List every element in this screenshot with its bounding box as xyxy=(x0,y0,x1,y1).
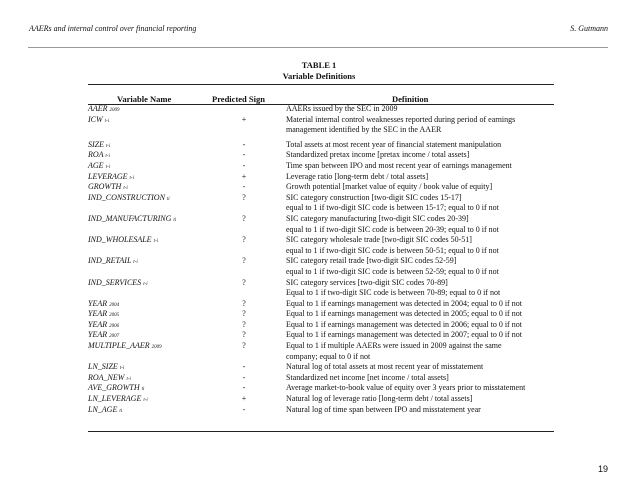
variable-name xyxy=(88,193,170,206)
variable-name-text: MULTIPLE_AAER xyxy=(88,341,150,351)
definition-line: SIC category services [two-digit SIC codes 70-89] xyxy=(286,277,448,287)
variable-subscript: t-i xyxy=(105,154,110,160)
definition xyxy=(286,299,554,310)
column-header-definition: Definition xyxy=(392,94,429,104)
variable-name-text: LN_LEVERAGE xyxy=(88,394,142,404)
table-row xyxy=(88,115,554,136)
variable-name-text: IND_RETAIL xyxy=(88,256,132,266)
table-subtitle: Variable Definitions xyxy=(282,71,356,81)
table-title: TABLE 1 xyxy=(301,60,337,70)
definition-line: Growth potential [market value of equity / book value of equity] xyxy=(286,182,493,192)
definition xyxy=(286,341,554,362)
definition xyxy=(286,320,554,331)
predicted-sign: ? xyxy=(242,319,246,329)
predicted-sign: + xyxy=(241,171,247,181)
table-row xyxy=(88,193,554,214)
predicted-sign: ? xyxy=(242,341,246,351)
variable-name-text: IND_WHOLESALE xyxy=(88,235,152,245)
running-header-author: S. Gutmann xyxy=(570,24,608,33)
variable-name-text: ROA_NEW xyxy=(88,372,125,382)
variable-name xyxy=(88,278,148,291)
table-row xyxy=(88,341,554,362)
variable-name-text: LEVERAGE xyxy=(88,171,128,181)
table-row xyxy=(88,104,554,115)
predicted-sign: ? xyxy=(242,298,246,308)
variable-name xyxy=(88,341,162,354)
variable-subscript: t-i xyxy=(119,366,125,372)
variable-subscript: 2004 xyxy=(109,302,120,308)
definition-line: Standardized pretax income [pretax income / total assets] xyxy=(286,150,470,160)
variable-name xyxy=(88,115,109,128)
variable-name-text: SIZE xyxy=(88,139,104,149)
predicted-sign: - xyxy=(242,182,246,192)
variable-name-text: GROWTH xyxy=(88,182,122,192)
definition-line: Natural log of total assets at most recent year of misstatement xyxy=(286,362,484,372)
definition-line: management identified by the SEC in the AAER xyxy=(286,125,442,135)
predicted-sign: ? xyxy=(242,256,246,266)
predicted-sign: - xyxy=(242,139,246,149)
definition xyxy=(286,405,554,416)
definition-line: Standardized net income [net income / total assets] xyxy=(286,372,449,382)
variable-subscript: ti xyxy=(173,217,177,223)
table-row xyxy=(88,278,554,299)
definition-line: Equal to 1 if earnings management was detected in 2005; equal to 0 if not xyxy=(286,309,522,319)
variable-subscript: t-i xyxy=(106,143,111,149)
variable-subscript: t-i xyxy=(143,281,148,287)
definition-line: SIC category retail trade [two-digit SIC codes 52-59] xyxy=(286,256,457,266)
definition-line: Leverage ratio [long-term debt / total assets] xyxy=(286,171,429,181)
table-row xyxy=(88,405,554,416)
definition-line: Equal to 1 if earnings management was detected in 2006; equal to 0 if not xyxy=(286,319,522,329)
variable-name-text: IND_SERVICES xyxy=(88,277,142,287)
predicted-sign: - xyxy=(242,160,246,170)
table-top-rule xyxy=(88,84,554,85)
table-row xyxy=(88,383,554,394)
page-number: 19 xyxy=(597,464,608,474)
definition-line: SIC category construction [two-digit SIC codes 15-17] xyxy=(286,192,462,202)
column-header-sign: Predicted Sign xyxy=(212,94,265,104)
variable-name-text: YEAR xyxy=(88,309,108,319)
definition xyxy=(286,140,554,151)
predicted-sign: + xyxy=(241,394,247,404)
variable-name-text: LN_AGE xyxy=(88,404,118,414)
definition-line: company; equal to 0 if not xyxy=(286,351,371,361)
definition xyxy=(286,373,554,384)
definition-line: equal to 1 if two-digit SIC code is between 20-39; equal to 0 if not xyxy=(286,224,499,234)
definition xyxy=(286,278,554,299)
definition xyxy=(286,394,554,405)
table-row xyxy=(88,299,554,310)
variable-name-text: AGE xyxy=(88,160,104,170)
predicted-sign: - xyxy=(242,150,246,160)
definition-line: equal to 1 if two-digit SIC code is between 15-17; equal to 0 if not xyxy=(286,203,499,213)
variable-subscript: 2009 xyxy=(109,108,120,113)
variable-subscript: 2007 xyxy=(109,334,120,340)
table-row xyxy=(88,172,554,183)
definition-line: equal to 1 if two-digit SIC code is between 50-51; equal to 0 if not xyxy=(286,245,499,255)
table-row xyxy=(88,182,554,193)
variable-subscript: t-i xyxy=(133,260,138,266)
definition xyxy=(286,330,554,341)
definition-line: Equal to 1 if two-digit SIC code is between 70-89; equal to 0 if not xyxy=(286,288,501,298)
predicted-sign: ? xyxy=(242,277,246,287)
variable-name-text: ROA xyxy=(88,150,104,160)
variable-name xyxy=(88,405,122,418)
definition-line: SIC category manufacturing [two-digit SIC codes 20-39] xyxy=(286,213,469,223)
definition-line: AAERs issued by the SEC in 2009 xyxy=(286,104,398,113)
predicted-sign: ? xyxy=(242,213,246,223)
variable-name xyxy=(88,214,176,227)
variable-subscript: t-i xyxy=(143,398,148,404)
variable-name-text: YEAR xyxy=(88,319,108,329)
table-row xyxy=(88,320,554,331)
running-header-title: AAERs and internal control over financial reporting xyxy=(29,24,197,33)
definition xyxy=(286,172,554,183)
column-header-variable: Variable Name xyxy=(117,94,172,104)
variable-subscript: t-i xyxy=(104,118,110,124)
table-row xyxy=(88,161,554,172)
table-row xyxy=(88,373,554,384)
header-rule xyxy=(28,47,608,48)
definition-line: Equal to 1 if earnings management was detected in 2004; equal to 0 if not xyxy=(286,298,522,308)
definition xyxy=(286,214,554,235)
definition-line: equal to 1 if two-digit SIC code is between 52-59; equal to 0 if not xyxy=(286,266,499,276)
variable-subscript: ti xyxy=(119,408,123,414)
definition-line: Total assets at most recent year of financial statement manipulation xyxy=(286,139,502,149)
variable-name-text: YEAR xyxy=(88,298,108,308)
table-row xyxy=(88,330,554,341)
variable-subscript: ti xyxy=(141,387,145,393)
definition-line: Equal to 1 if multiple AAERs were issued in 2009 against the same xyxy=(286,341,502,351)
variable-subscript: ti xyxy=(166,196,170,202)
table-row xyxy=(88,362,554,373)
variable-name-text: LN_SIZE xyxy=(88,362,118,372)
table-row xyxy=(88,256,554,277)
table-bottom-rule xyxy=(88,431,554,432)
definition-line: Material internal control weaknesses reported during period of earnings xyxy=(286,114,516,124)
definition xyxy=(286,383,554,394)
predicted-sign: ? xyxy=(242,192,246,202)
predicted-sign: - xyxy=(242,404,246,414)
definition-line: Natural log of time span between IPO and misstatement year xyxy=(286,404,481,414)
predicted-sign: - xyxy=(242,372,246,382)
variable-name xyxy=(88,235,158,248)
definition xyxy=(286,256,554,277)
predicted-sign: + xyxy=(241,114,247,124)
variable-subscript: t-i xyxy=(105,164,111,170)
definition xyxy=(286,182,554,193)
variable-subscript: 2009 xyxy=(151,345,162,351)
table-row xyxy=(88,150,554,161)
table-row xyxy=(88,394,554,405)
variable-name-text: AAER xyxy=(88,104,108,113)
predicted-sign: ? xyxy=(242,235,246,245)
predicted-sign: ? xyxy=(242,330,246,340)
variable-subscript: t-i xyxy=(123,186,128,192)
variable-subscript: t-i xyxy=(126,376,131,382)
table-row xyxy=(88,309,554,320)
variable-name-text: AVE_GROWTH xyxy=(88,383,140,393)
table-row xyxy=(88,235,554,256)
definition-line: Natural log of leverage ratio [long-term debt / total assets] xyxy=(286,394,473,404)
variable-subscript: t-i xyxy=(129,175,134,181)
predicted-sign: ? xyxy=(242,309,246,319)
definition xyxy=(286,150,554,161)
predicted-sign: - xyxy=(242,362,246,372)
variable-name-text: IND_MANUFACTURING xyxy=(88,213,172,223)
definition xyxy=(286,193,554,214)
definition-line: Average market-to-book value of equity over 3 years prior to misstatement xyxy=(286,383,526,393)
variable-name-text: YEAR xyxy=(88,330,108,340)
variable-name-text: ICW xyxy=(88,114,103,124)
variable-subscript: t-i xyxy=(153,239,159,245)
predicted-sign: - xyxy=(242,383,246,393)
definition xyxy=(286,235,554,256)
table-row xyxy=(88,140,554,151)
definition xyxy=(286,161,554,172)
variable-subscript: 2005 xyxy=(109,313,120,319)
table-row xyxy=(88,214,554,235)
variable-name-text: IND_CONSTRUCTION xyxy=(88,192,165,202)
definition xyxy=(286,362,554,373)
variable-subscript: 2006 xyxy=(109,323,120,329)
definition xyxy=(286,309,554,320)
definition xyxy=(286,104,554,115)
definition-line: Equal to 1 if earnings management was detected in 2007; equal to 0 if not xyxy=(286,330,522,340)
definition xyxy=(286,115,554,136)
table-body xyxy=(88,104,554,415)
variable-name xyxy=(88,256,138,269)
definition-line: SIC category wholesale trade [two-digit SIC codes 50-51] xyxy=(286,235,472,245)
definition-line: Time span between IPO and most recent year of earnings management xyxy=(286,160,512,170)
